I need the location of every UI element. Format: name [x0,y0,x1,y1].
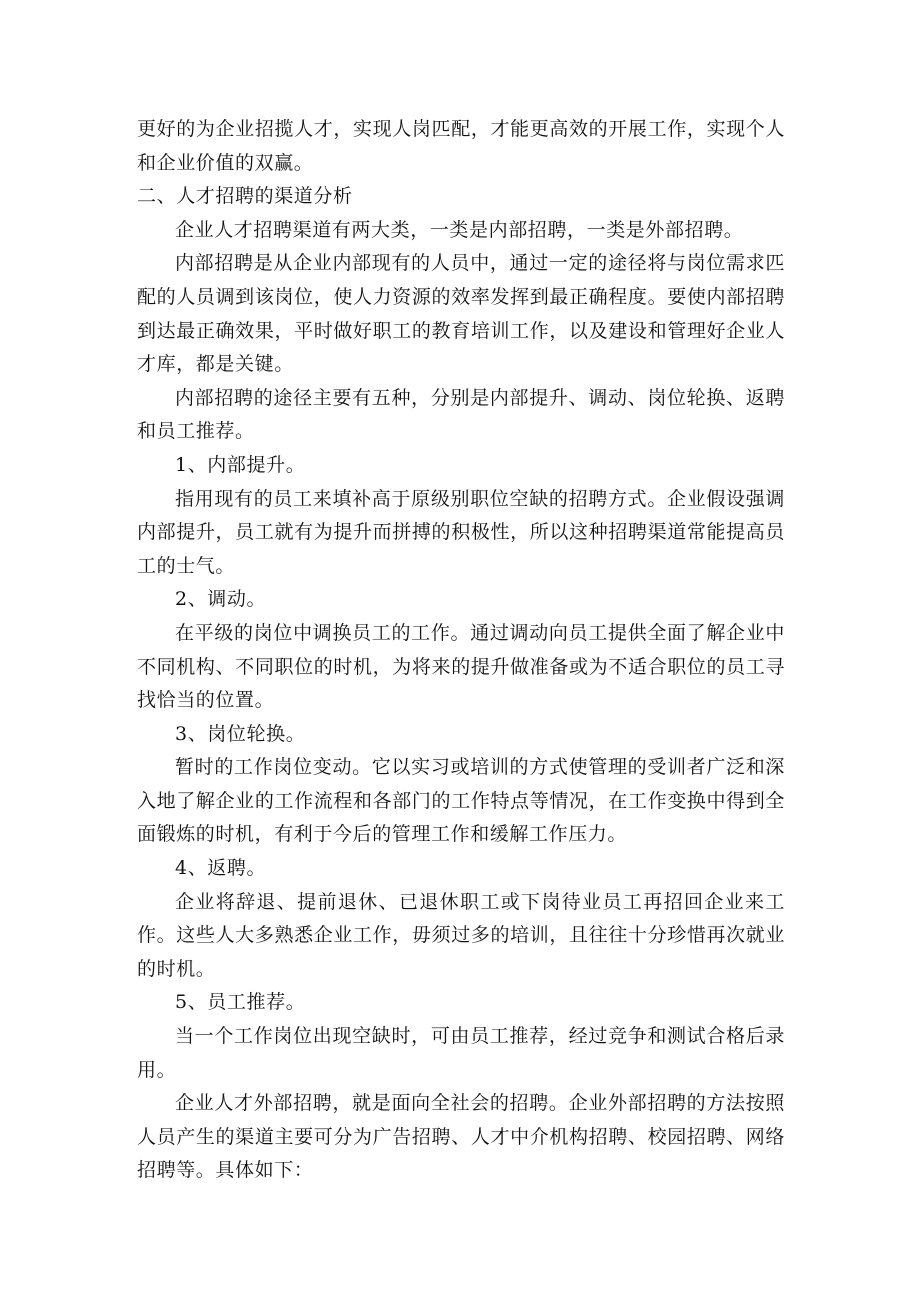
paragraph-external-recruitment: 企业人才外部招聘，就是面向全社会的招聘。企业外部招聘的方法按照人员产生的渠道主要可分为广告招聘、人才中介机构招聘、校园招聘、网络招聘等。具体如下： [137,1092,785,1182]
paragraph-rehire: 企业将辞退、提前退休、已退休职工或下岗待业员工再招回企业来工作。这些人大多熟悉企业工作，毋须过多的培训，且往往十分珍惜再次就业的时机。 [137,890,785,980]
paragraph-channel-types: 企业人才招聘渠道有两大类，一类是内部招聘，一类是外部招聘。 [175,218,744,241]
list-heading-referral: 5、员工推荐。 [175,991,306,1014]
section-heading: 二、人才招聘的渠道分析 [137,185,353,208]
paragraph-internal-methods: 内部招聘的途径主要有五种，分别是内部提升、调动、岗位轮换、返聘和员工推荐。 [137,386,785,443]
list-heading-transfer: 2、调动。 [175,588,267,611]
paragraph-transfer: 在平级的岗位中调换员工的工作。通过调动向员工提供全面了解企业中不同机构、不同职位的时机，为将来的提升做准备或为不适合职位的员工寻找恰当的位置。 [137,621,785,712]
paragraph-promotion: 指用现有的员工来填补高于原级别职位空缺的招聘方式。企业假设强调内部提升，员工就有为提升而拼搏的积极性，所以这种招聘渠道常能提高员工的士气。 [137,487,785,577]
paragraph-referral: 当一个工作岗位出现空缺时，可由员工推荐，经过竞争和测试合格后录用。 [137,1025,785,1081]
paragraph-intro-continuation: 更好的为企业招揽人才，实现人岗匹配，才能更高效的开展工作，实现个人和企业价值的双赢。 [137,118,785,174]
list-heading-promotion: 1、内部提升。 [175,453,306,476]
paragraph-rotation: 暂时的工作岗位变动。它以实习或培训的方式使管理的受训者广泛和深入地了解企业的工作流程和各部门的工作特点等情况，在工作变换中得到全面锻炼的时机，有利于今后的管理工作和缓解工作压力。 [137,756,785,846]
paragraph-internal-recruitment: 内部招聘是从企业内部现有的人员中，通过一定的途径将与岗位需求匹配的人员调到该岗位，使人力资源的效率发挥到最正确程度。要使内部招聘到达最正确效果，平时做好职工的教育培训工作，以及建设和管理好企业人才库，都是关键。 [137,252,785,376]
list-heading-rotation: 3、岗位轮换。 [175,722,306,745]
document-body [137,113,785,1188]
list-heading-rehire: 4、返聘。 [175,857,267,880]
